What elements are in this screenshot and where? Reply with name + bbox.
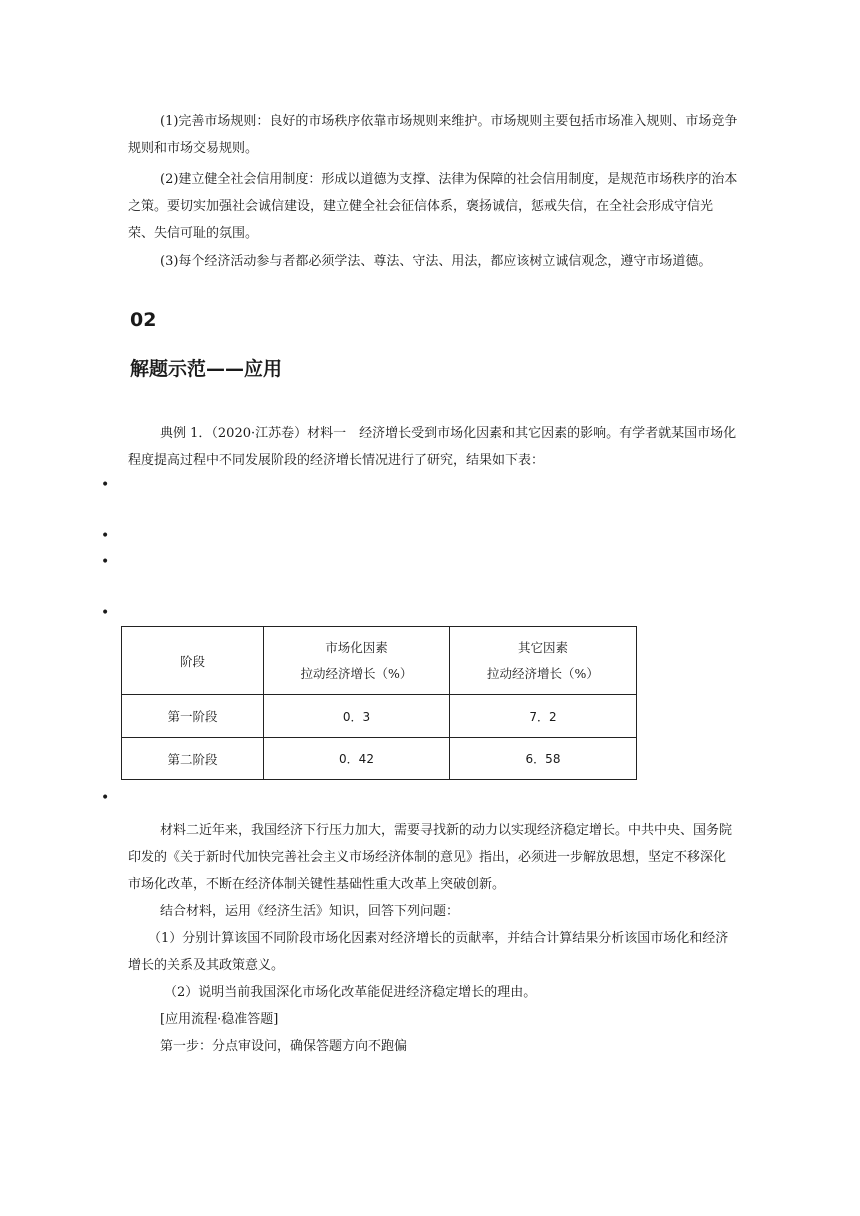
material-two: 材料二近年来，我国经济下行压力加大，需要寻找新的动力以实现经济稳定增长。中共中央、国务院印发的《关于新时代加快完善社会主义市场经济体制的意见》指出，必须进一步解放思想，坚定不移深化市场化改革，不断在经济体制关键性基础性重大改革上突破创新。 [128, 823, 733, 892]
question-prompt: 结合材料，运用《经济生活》知识，回答下列问题： [160, 904, 460, 919]
paragraph-credit-system: (2)建立健全社会信用制度：形成以道德为支撑、法律为保障的社会信用制度，是规范市场秩序的治本之策。要切实加强社会诚信建设，建立健全社会征信体系，褒扬诚信，惩戒失信，在全社会形成守信光荣、失信可耻的氛围。 [128, 172, 738, 241]
question-2: （2）说明当前我国深化市场化改革能促进经济稳定增长的理由。 [164, 985, 537, 1000]
header-stage: 阶段 [122, 627, 264, 695]
table-header-row [122, 627, 637, 695]
table-row [122, 695, 637, 738]
example-intro: 典例 1．（2020·江苏卷）材料一 经济增长受到市场化因素和其它因素的影响。有学者就某国市场化程度提高过程中不同发展阶段的经济增长情况进行了研究，结果如下表： [128, 426, 737, 468]
flow-label: [应用流程·稳准答题] [160, 1012, 279, 1027]
list-bullet [101, 481, 109, 489]
section-title: 解题示范——应用 [130, 358, 283, 380]
paragraph-market-rules: (1)完善市场规则：良好的市场秩序依靠市场规则来维护。市场规则主要包括市场准入规则、市场竞争规则和市场交易规则。 [128, 114, 738, 156]
header-market-factor: 市场化因素 拉动经济增长（%） [264, 627, 450, 695]
list-bullet [101, 609, 109, 617]
paragraph-participants: (3)每个经济活动参与者都必须学法、尊法、守法、用法，都应该树立诚信观念，遵守市场道德。 [160, 254, 712, 269]
list-bullet [101, 794, 109, 802]
question-1: （1）分别计算该国不同阶段市场化因素对经济增长的贡献率，并结合计算结果分析该国市场化和经济增长的关系及其政策意义。 [128, 931, 729, 973]
header-other-factor: 其它因素 拉动经济增长（%） [450, 627, 637, 695]
table-cell: 0．3 [264, 695, 450, 738]
section-number: 02 [130, 309, 157, 331]
table-cell: 第一阶段 [122, 695, 264, 738]
list-bullet [101, 558, 109, 566]
table-row [122, 738, 637, 780]
step-one: 第一步：分点审设问，确保答题方向不跑偏 [160, 1039, 408, 1054]
table-cell: 6．58 [450, 738, 637, 780]
table-cell: 第二阶段 [122, 738, 264, 780]
growth-table [121, 626, 637, 780]
list-bullet [101, 532, 109, 540]
table-cell: 0．42 [264, 738, 450, 780]
table-cell: 7．2 [450, 695, 637, 738]
